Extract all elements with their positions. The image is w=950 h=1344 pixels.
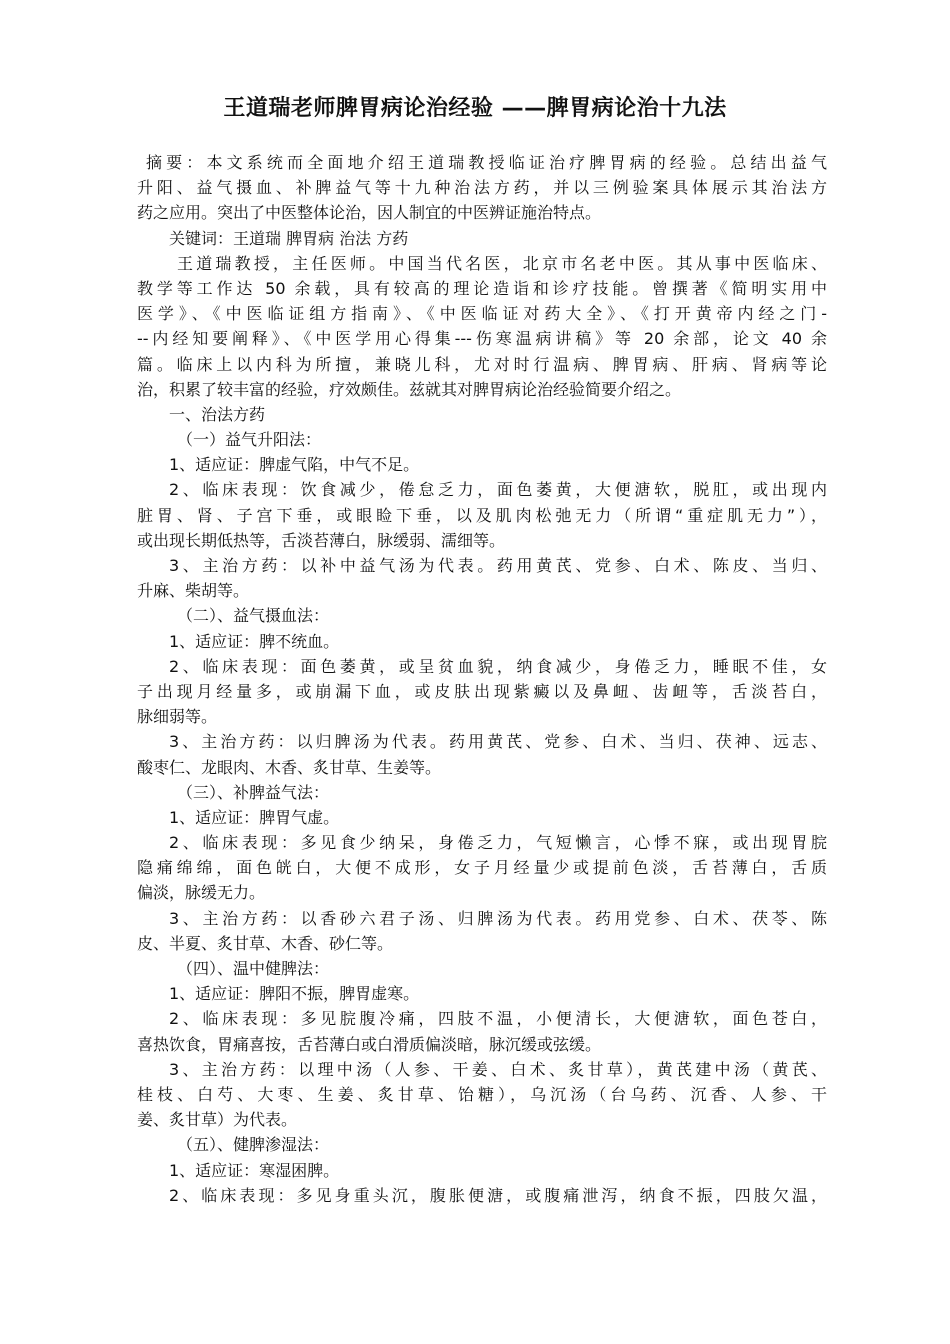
- text-line: 升阳、益气摄血、补脾益气等十九种治法方药，并以三例验案具体展示其治法方: [137, 178, 827, 198]
- text-line: 3、主治方药：以归脾汤为代表。药用黄芪、党参、白术、当归、茯神、远志、: [169, 732, 827, 752]
- text-line: 2、临床表现：多见身重头沉，腹胀便溏，或腹痛泄泻，纳食不振，四肢欠温，: [169, 1185, 827, 1205]
- text-line: （三）、补脾益气法：: [177, 782, 330, 802]
- text-line: 喜热饮食，胃痛喜按，舌苔薄白或白滑质偏淡暗，脉沉缓或弦缓。: [137, 1034, 602, 1054]
- text-line: （一）益气升阳法：: [177, 430, 322, 450]
- document-title: 王道瑞老师脾胃病论治经验 ——脾胃病论治十九法: [223, 96, 727, 121]
- text-line: 篇。临床上以内科为所擅，兼晓儿科，尤对时行温病、脾胃病、肝病、肾病等论: [137, 354, 827, 374]
- text-line: 子出现月经量多，或崩漏下血，或皮肤出现紫癜以及鼻衄、齿衄等，舌淡苔白，: [137, 681, 827, 701]
- text-line: 王道瑞教授，主任医师。中国当代名医，北京市名老中医。其从事中医临床、: [177, 253, 827, 273]
- text-line: 桂枝、白芍、大枣、生姜、炙甘草、饴糖），乌沉汤（台乌药、沉香、人参、干: [137, 1084, 827, 1104]
- text-line: 偏淡，脉缓无力。: [137, 883, 266, 903]
- text-line: 升麻、柴胡等。: [137, 581, 250, 601]
- text-line: 医学》、《中医临证组方指南》、《中医临证对药大全》、《打开黄帝内经之门-: [137, 304, 827, 324]
- text-line: 酸枣仁、龙眼肉、木香、炙甘草、生姜等。: [137, 757, 442, 777]
- text-line: 3、主治方药：以补中益气汤为代表。药用黄芪、党参、白术、陈皮、当归、: [169, 556, 827, 575]
- text-line: 1、适应证：脾虚气陷，中气不足。: [169, 455, 420, 475]
- text-line: 2、临床表现：多见脘腹冷痛，四肢不温，小便清长，大便溏软，面色苍白，: [169, 1009, 827, 1029]
- text-line: 摘要：本文系统而全面地介绍王道瑞教授临证治疗脾胃病的经验。总结出益气: [146, 153, 827, 172]
- text-line: 3、主治方药：以理中汤（人参、干姜、白术、炙甘草），黄芪建中汤（黄芪、: [169, 1059, 827, 1079]
- text-line: 1、适应证：脾不统血。: [169, 631, 340, 651]
- text-line: 1、适应证：脾阳不振，脾胃虚寒。: [169, 984, 420, 1004]
- document-body: [137, 150, 827, 1208]
- text-line: 隐痛绵绵，面色㿠白，大便不成形，女子月经量少或提前色淡，舌苔薄白，舌质: [137, 858, 827, 878]
- text-line: 关键词：王道瑞 脾胃病 治法 方药: [169, 228, 409, 248]
- text-line: 教学等工作达 50 余载，具有较高的理论造诣和诊疗技能。曾撰著《简明实用中: [137, 278, 827, 298]
- text-line: （四）、温中健脾法：: [177, 959, 330, 978]
- text-line: --内经知要阐释》、《中医学用心得集---伤寒温病讲稿》等 20 余部，论文 40 余: [137, 329, 827, 349]
- text-line: （二）、益气摄血法：: [177, 606, 330, 626]
- text-line: 2、临床表现：多见食少纳呆，身倦乏力，气短懒言，心悸不寐，或出现胃脘: [169, 833, 827, 853]
- text-line: （五）、健脾渗湿法：: [177, 1135, 330, 1155]
- text-line: 2、临床表现：饮食减少，倦怠乏力，面色萎黄，大便溏软，脱肛，或出现内: [169, 480, 827, 500]
- text-line: 或出现长期低热等，舌淡苔薄白，脉缓弱、濡细等。: [137, 530, 506, 550]
- text-line: 治，积累了较丰富的经验，疗效颇佳。兹就其对脾胃病论治经验简要介绍之。: [137, 379, 682, 399]
- text-line: 2、临床表现：面色萎黄，或呈贫血貌，纳食减少，身倦乏力，睡眠不佳，女: [169, 656, 827, 676]
- text-line: 一、治法方药: [169, 404, 266, 424]
- text-line: 姜、炙甘草）为代表。: [137, 1110, 298, 1130]
- text-line: 药之应用。突出了中医整体论治，因人制宜的中医辨证施治特点。: [137, 203, 602, 223]
- text-line: 脉细弱等。: [137, 707, 218, 727]
- text-line: 1、适应证：寒湿困脾。: [169, 1160, 340, 1180]
- text-line: 脏胃、肾、子宫下垂，或眼睑下垂，以及肌肉松弛无力（所谓“重症肌无力”），: [137, 505, 827, 525]
- text-line: 3、主治方药：以香砂六君子汤、归脾汤为代表。药用党参、白术、茯苓、陈: [169, 908, 827, 928]
- text-line: 1、适应证：脾胃气虚。: [169, 807, 340, 827]
- text-line: 皮、半夏、炙甘草、木香、砂仁等。: [137, 933, 394, 953]
